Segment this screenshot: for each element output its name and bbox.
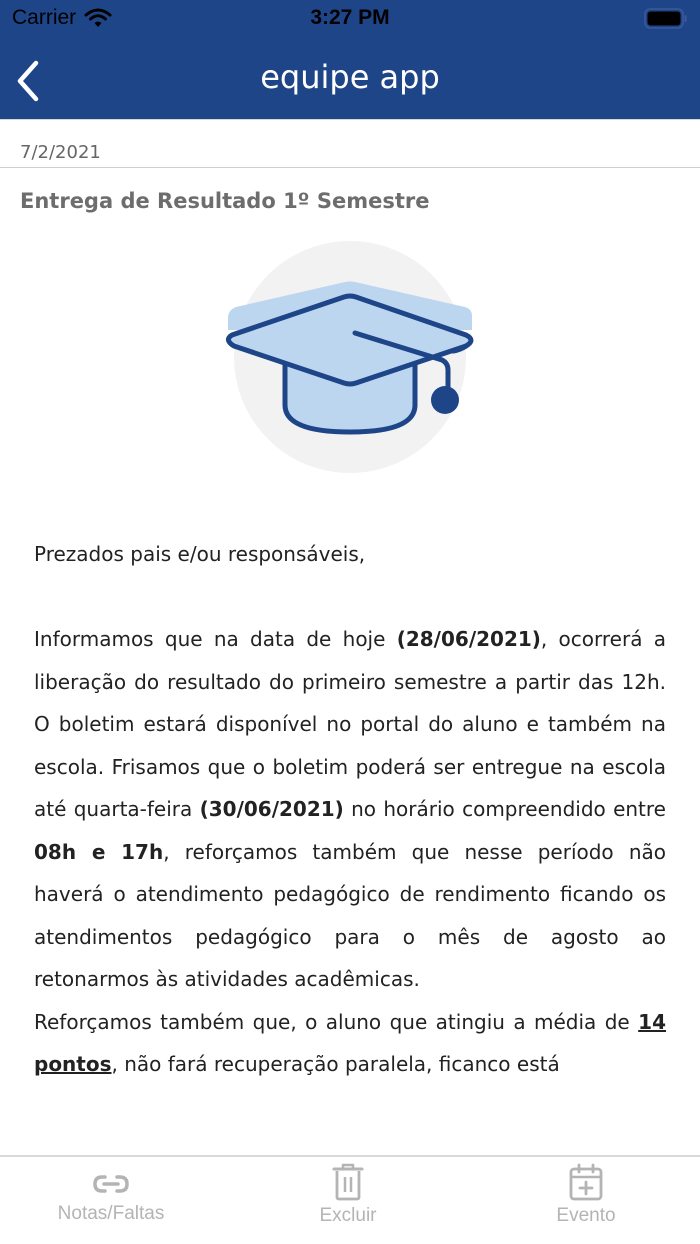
message-body: [34, 533, 666, 1086]
p2-points: 14 pontos: [34, 1009, 666, 1076]
excluir-button[interactable]: [258, 1169, 438, 1227]
carrier-label: Carrier: [12, 6, 77, 29]
graduation-cap-icon: [220, 240, 480, 475]
trash-icon: [331, 1163, 365, 1201]
p1-text-g: , reforçamos também que nesse período não haverá o atendimento pedagógico de rendimento ficando os atendimentos pedagógico para o mês de agosto ao retonarmos às atividades acadêmicas.: [34, 839, 666, 991]
bottom-toolbar: [0, 1155, 700, 1244]
paragraph-1: [34, 618, 666, 1001]
excluir-label: Excluir: [319, 1205, 377, 1226]
evento-button[interactable]: [496, 1169, 676, 1227]
greeting: Prezados pais e/ou responsáveis,: [34, 542, 366, 566]
p1-date-today: (28/06/2021): [396, 627, 541, 651]
status-bar: [0, 0, 700, 40]
date-row: [0, 119, 700, 168]
p1-text-a: Informamos que na data de hoje: [34, 627, 397, 651]
p2-text-a: Reforçamos também que, o aluno que atingiu a média de: [34, 1009, 639, 1034]
clock: 3:27 PM: [310, 6, 390, 29]
notas-faltas-label: Notas/Faltas: [57, 1203, 165, 1224]
calendar-add-icon: [568, 1163, 604, 1201]
battery-full-icon: [644, 8, 688, 29]
nav-bar: [0, 40, 700, 119]
p1-text-c: , ocorrerá a liberação do resultado do primeiro semestre a partir das 12h. O boletim estará disponível no portal do aluno e também na escola. Frisamos que o boletim poderá ser entregue na escola até quarta-feira: [34, 627, 666, 821]
page-title: equipe app: [260, 58, 440, 96]
message-title: Entrega de Resultado 1º Semestre: [20, 189, 430, 213]
spacer: [34, 576, 666, 619]
link-icon: [91, 1169, 131, 1199]
header: [0, 0, 700, 119]
p1-text-e: no horário compreendido entre: [343, 797, 666, 821]
p1-date-deadline: (30/06/2021): [199, 797, 344, 821]
evento-label: Evento: [556, 1205, 616, 1226]
paragraph-2: [34, 1001, 666, 1086]
message-date: 7/2/2021: [20, 142, 101, 163]
notas-faltas-button[interactable]: [21, 1169, 201, 1225]
p2-text-c: , não fará recuperação paralela, ficanco está: [111, 1052, 560, 1076]
p1-hours: 08h e 17h: [34, 839, 164, 864]
